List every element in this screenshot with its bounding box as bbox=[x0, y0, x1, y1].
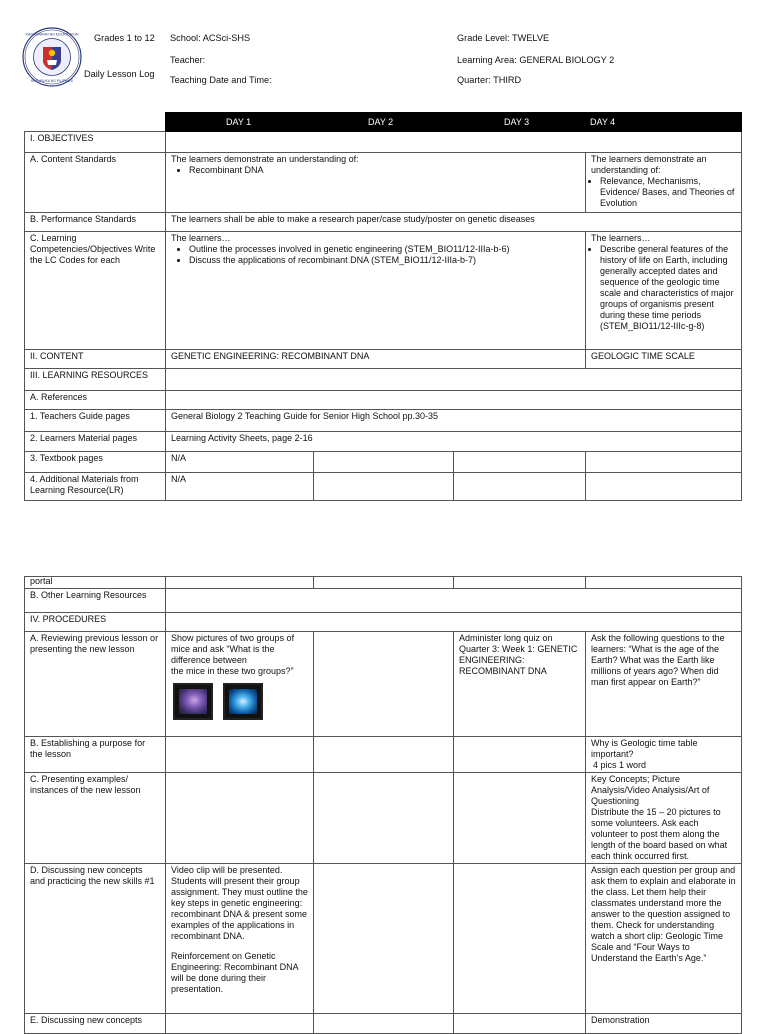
textbook-day1: N/A bbox=[166, 452, 314, 473]
learners-material-row bbox=[25, 432, 742, 452]
day-3-header: DAY 3 bbox=[454, 113, 586, 132]
teaching-date-field: Teaching Date and Time: bbox=[170, 75, 272, 85]
discussing-1-label: D. Discussing new concepts and practicing the new skills #1 bbox=[25, 864, 166, 1014]
learning-area-field: Learning Area: GENERAL BIOLOGY 2 bbox=[457, 55, 615, 65]
grades-label: Grades 1 to 12 bbox=[94, 33, 155, 43]
procedures-heading: IV. PROCEDURES bbox=[25, 613, 166, 632]
textbook-row bbox=[25, 452, 742, 473]
purpose-label: B. Establishing a purpose for the lesson bbox=[25, 737, 166, 773]
reviewing-day1: Show pictures of two groups of mice and ask “What is the difference between the mice in these two groups?” bbox=[166, 632, 314, 737]
content-standards-label: A. Content Standards bbox=[25, 153, 166, 213]
lesson-log-table-2 bbox=[24, 576, 742, 1034]
references-row bbox=[25, 391, 742, 410]
textbook-label: 3. Textbook pages bbox=[25, 452, 166, 473]
portal-row bbox=[25, 577, 742, 589]
additional-materials-row bbox=[25, 473, 742, 501]
competencies-day4: The learners… • Describe general features of the history of life on Earth, including generally accepted dates and sequence of the geologic time scale and characteristics of major groups of organisms present during these time periods (STEM_BIO11/12-IIIc-g-8) bbox=[586, 232, 742, 350]
school-field: School: ACSci-SHS bbox=[170, 33, 251, 43]
content-standards-day4: The learners demonstrate an understanding of: • Relevance, Mechanisms, Evidence/ Bases, and Theories of Evolution bbox=[586, 153, 742, 213]
references-label: A. References bbox=[25, 391, 166, 410]
svg-text:KAGAWARAN NG EDUKASYON: KAGAWARAN NG EDUKASYON bbox=[25, 32, 79, 37]
teachers-guide-row bbox=[25, 410, 742, 432]
learning-resources-row bbox=[25, 369, 742, 391]
discussing-1-row bbox=[25, 864, 742, 1014]
competencies-day1: The learners… • Outline the processes involved in genetic engineering (STEM_BIO11/12-IIIa-b-6) • Discuss the applications of recombinant DNA (STEM_BIO11/12-IIIa-b-7) bbox=[166, 232, 586, 350]
performance-standards-text: The learners shall be able to make a research paper/case study/poster on genetic diseases bbox=[166, 213, 742, 232]
day-header-row bbox=[25, 113, 742, 132]
objectives-heading: I. OBJECTIVES bbox=[25, 132, 166, 153]
additional-materials-day1: N/A bbox=[166, 473, 314, 501]
svg-text:REPUBLIKA NG PILIPINAS: REPUBLIKA NG PILIPINAS bbox=[30, 79, 74, 83]
mice-group-2-image bbox=[223, 683, 263, 720]
teachers-guide-text: General Biology 2 Teaching Guide for Senior High School pp.30-35 bbox=[166, 410, 742, 432]
purpose-row bbox=[25, 737, 742, 773]
reviewing-label: A. Reviewing previous lesson or presenting the new lesson bbox=[25, 632, 166, 737]
performance-standards-label: B. Performance Standards bbox=[25, 213, 166, 232]
learning-resources-heading: III. LEARNING RESOURCES bbox=[25, 369, 166, 391]
competencies-label: C. Learning Competencies/Objectives Write the LC Codes for each bbox=[25, 232, 166, 350]
learners-material-label: 2. Learners Material pages bbox=[25, 432, 166, 452]
purpose-day4: Why is Geologic time table important? 4 pics 1 word bbox=[586, 737, 742, 773]
discussing-1-day4: Assign each question per group and ask them to explain and elaborate in the class. Let them help their classmates understand more the answer to the question assigned to them. Check for understanding watch a short clip: Geologic Time Scale and “Four Ways to Understand the Earth’s Age.” bbox=[586, 864, 742, 1014]
presenting-row bbox=[25, 773, 742, 864]
learners-material-text: Learning Activity Sheets, page 2-16 bbox=[166, 432, 742, 452]
reviewing-day3: Administer long quiz on Quarter 3: Week 1: GENETIC ENGINEERING: RECOMBINANT DNA bbox=[454, 632, 586, 737]
content-standards-row bbox=[25, 153, 742, 213]
objectives-row bbox=[25, 132, 742, 153]
other-resources-label: B. Other Learning Resources bbox=[25, 589, 166, 613]
day-1-header: DAY 1 bbox=[166, 113, 314, 132]
reviewing-row bbox=[25, 632, 742, 737]
reviewing-day4: Ask the following questions to the learners: “What is the age of the Earth? What was the Earth like millions of years ago? When did man first appear on Earth?” bbox=[586, 632, 742, 737]
additional-materials-label: 4. Additional Materials from Learning Resource(LR) bbox=[25, 473, 166, 501]
lesson-log-table-1 bbox=[24, 112, 742, 501]
procedures-row bbox=[25, 613, 742, 632]
portal-label: portal bbox=[25, 577, 166, 589]
discussing-2-label: E. Discussing new concepts bbox=[25, 1014, 166, 1034]
other-resources-row bbox=[25, 589, 742, 613]
content-day4: GEOLOGIC TIME SCALE bbox=[586, 350, 742, 369]
presenting-label: C. Presenting examples/ instances of the new lesson bbox=[25, 773, 166, 864]
quarter-field: Quarter: THIRD bbox=[457, 75, 522, 85]
presenting-day4: Key Concepts; Picture Analysis/Video Analysis/Art of Questioning Distribute the 15 – 20 pictures to some volunteers. Ask each volunteer to post them along the length of the board based on what each think occurred first. bbox=[586, 773, 742, 864]
discussing-1-day1: Video clip will be presented. Students will present their group assignment. They must outline the key steps in genetic engineering: recombinant DNA & present some examples of the applications in recombinant DNA. Reinforcement on Genetic Engineering: Recombinant DNA will be done during their presentation. bbox=[166, 864, 314, 1014]
teachers-guide-label: 1. Teachers Guide pages bbox=[25, 410, 166, 432]
content-day1: GENETIC ENGINEERING: RECOMBINANT DNA bbox=[166, 350, 586, 369]
performance-standards-row bbox=[25, 213, 742, 232]
content-standards-day1: The learners demonstrate an understanding of: • Recombinant DNA bbox=[166, 153, 586, 213]
grade-level-field: Grade Level: TWELVE bbox=[457, 33, 550, 43]
deped-seal-logo bbox=[22, 27, 82, 87]
content-row bbox=[25, 350, 742, 369]
day-2-header: DAY 2 bbox=[314, 113, 454, 132]
mice-group-1-image bbox=[173, 683, 213, 720]
daily-lesson-log-title: Daily Lesson Log bbox=[84, 69, 155, 79]
teacher-field: Teacher: bbox=[170, 55, 206, 65]
discussing-2-day4: Demonstration bbox=[586, 1014, 742, 1034]
content-label: II. CONTENT bbox=[25, 350, 166, 369]
day-4-header: DAY 4 bbox=[586, 113, 742, 132]
competencies-row bbox=[25, 232, 742, 350]
